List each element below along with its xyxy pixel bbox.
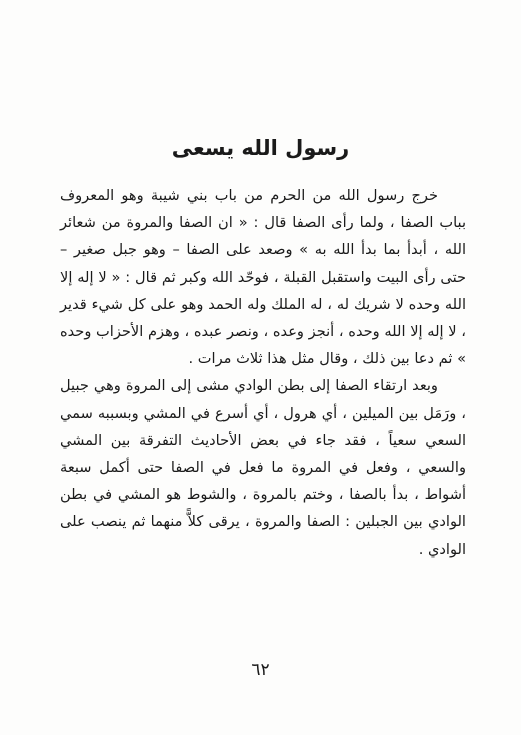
page-number: ٦٢: [251, 660, 270, 680]
paragraph-2: وبعد ارتقاء الصفا إلى بطن الوادي مشى إلى المروة وهي جبيل ، ورَمَل بين الميلين ، أي هرول ، أي أسرع في المشي وبسببه سمي السعي سعياً ، فقد جاء في بعض الأحاديث التفرقة بين المشي والسعي ، وفعل في المروة ما فعل في الصفا حتى أكمل سبعة أشواط ، بدأ بالصفا ، وختم بالمروة ، والشوط هو المشي في بطن الوادي بين الجبلين : الصفا والمروة ، يرقى كلاًّ منهما ثم ينصب على الوادي .: [60, 377, 466, 558]
body-text: [60, 182, 466, 563]
chapter-title: رسول الله يسعى: [171, 136, 350, 160]
paragraph-1: خرج رسول الله من الحرم من باب بني شيبة وهو المعروف بباب الصفا ، ولما رأى الصفا قال : « ان الصفا والمروة من شعائر الله ، أبدأ بما بدأ الله به » وصعد على الصفا – وهو جبل صغير – حتى رأى البيت واستقبل القبلة ، فوحّد الله وكبر ثم قال : « لا إله إلا الله وحده لا شريك له ، له الملك وله الحمد وهو على كل شيء قدير ، لا إله إلا الله وحده ، أنجز وعده ، ونصر عبده ، وهزم الأحزاب وحده » ثم دعا بين ذلك ، وقال مثل هذا ثلاث مرات .: [60, 187, 466, 368]
